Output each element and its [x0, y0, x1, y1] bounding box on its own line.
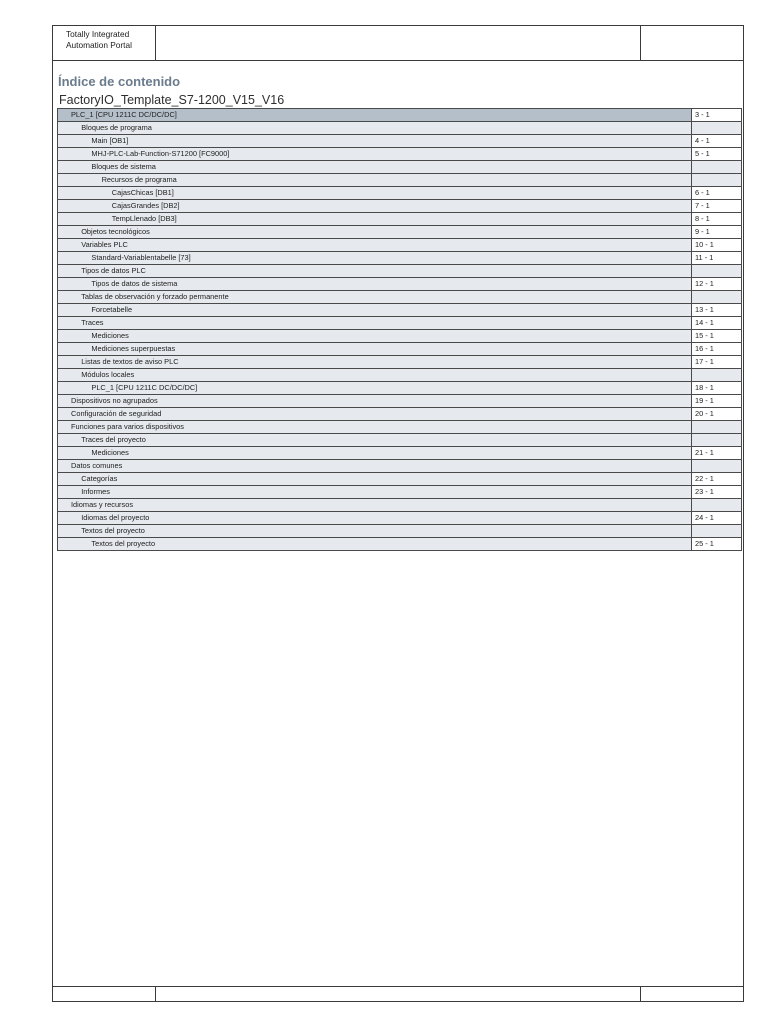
toc-row	[58, 122, 741, 135]
toc-page-number: 12 - 1	[692, 278, 741, 290]
toc-entry-label: PLC_1 [CPU 1211C DC/DC/DC]	[91, 383, 198, 392]
toc-entry-cell	[58, 239, 692, 251]
toc-row	[58, 239, 741, 252]
toc-entry-cell	[58, 213, 692, 225]
toc-entry-cell	[58, 499, 692, 511]
toc-page-number: 4 - 1	[692, 135, 741, 147]
toc-entry-cell	[58, 291, 692, 303]
toc-entry-cell	[58, 343, 692, 355]
toc-entry-label: Mediciones	[91, 448, 129, 457]
toc-page-number: 21 - 1	[692, 447, 741, 459]
toc-row	[58, 330, 741, 343]
toc-page-number	[692, 369, 741, 381]
toc-page-number: 25 - 1	[692, 538, 741, 550]
toc-entry-label: Tablas de observación y forzado permanente	[81, 292, 229, 301]
toc-entry-cell	[58, 187, 692, 199]
toc-row	[58, 460, 741, 473]
toc-page-number: 14 - 1	[692, 317, 741, 329]
toc-entry-cell	[58, 538, 692, 550]
toc-row	[58, 512, 741, 525]
toc-page-number: 9 - 1	[692, 226, 741, 238]
toc-entry-cell	[58, 512, 692, 524]
toc-entry-label: Funciones para varios dispositivos	[71, 422, 184, 431]
toc-entry-label: MHJ-PLC-Lab-Function-S71200 [FC9000]	[91, 149, 230, 158]
toc-entry-label: Forcetabelle	[91, 305, 133, 314]
toc-page-number: 19 - 1	[692, 395, 741, 407]
toc-entry-label: Recursos de programa	[101, 175, 177, 184]
toc-page-number: 5 - 1	[692, 148, 741, 160]
toc-entry-cell	[58, 265, 692, 277]
toc-page-number	[692, 460, 741, 472]
toc-row	[58, 278, 741, 291]
toc-row	[58, 408, 741, 421]
header-right-cell	[641, 26, 743, 60]
toc-page-number: 6 - 1	[692, 187, 741, 199]
toc-row	[58, 200, 741, 213]
toc-entry-cell	[58, 460, 692, 472]
toc-page-number	[692, 265, 741, 277]
toc-row	[58, 447, 741, 460]
toc-row	[58, 525, 741, 538]
toc-entry-label: Bloques de programa	[81, 123, 152, 132]
toc-entry-label: Informes	[81, 487, 110, 496]
toc-page-number: 7 - 1	[692, 200, 741, 212]
toc-row	[58, 187, 741, 200]
toc-entry-label: Módulos locales	[81, 370, 135, 379]
toc-page-number: 16 - 1	[692, 343, 741, 355]
toc-entry-label: Textos del proyecto	[91, 539, 156, 548]
header-product-line-2: Automation Portal	[66, 40, 132, 50]
toc-entry-cell	[58, 122, 692, 134]
toc-entry-label: Configuración de seguridad	[71, 409, 162, 418]
toc-entry-label: Listas de textos de aviso PLC	[81, 357, 179, 366]
toc-row	[58, 499, 741, 512]
toc-row	[58, 213, 741, 226]
header-product-cell	[53, 26, 156, 60]
footer-right-cell	[641, 987, 743, 1002]
toc-entry-cell	[58, 486, 692, 498]
toc-entry-cell	[58, 226, 692, 238]
toc-row	[58, 291, 741, 304]
toc-page-number	[692, 525, 741, 537]
toc-entry-label: PLC_1 [CPU 1211C DC/DC/DC]	[71, 110, 177, 119]
toc-row	[58, 265, 741, 278]
toc-entry-cell	[58, 317, 692, 329]
toc-entry-cell	[58, 434, 692, 446]
toc-page-number: 10 - 1	[692, 239, 741, 251]
toc-entry-cell	[58, 304, 692, 316]
toc-page-number: 24 - 1	[692, 512, 741, 524]
toc-entry-cell	[58, 148, 692, 160]
toc-entry-label: CajasChicas [DB1]	[111, 188, 174, 197]
toc-entry-cell	[58, 200, 692, 212]
toc-entry-cell	[58, 395, 692, 407]
toc-row	[58, 538, 741, 551]
toc-row	[58, 252, 741, 265]
page-footer	[53, 986, 743, 1002]
toc-entry-label: Categorías	[81, 474, 118, 483]
toc-entry-label: Mediciones	[91, 331, 129, 340]
toc-row	[58, 382, 741, 395]
toc-entry-cell	[58, 174, 692, 186]
toc-row	[58, 343, 741, 356]
toc-page-number: 22 - 1	[692, 473, 741, 485]
toc-entry-label: Textos del proyecto	[81, 526, 145, 535]
toc-page-number	[692, 434, 741, 446]
toc-row	[58, 148, 741, 161]
toc-entry-label: CajasGrandes [DB2]	[111, 201, 180, 210]
toc-page-number: 23 - 1	[692, 486, 741, 498]
document-page	[52, 25, 744, 1002]
toc-entry-label: Traces del proyecto	[81, 435, 146, 444]
toc-page-number	[692, 499, 741, 511]
toc-page-number: 15 - 1	[692, 330, 741, 342]
toc-entry-label: Tipos de datos de sistema	[91, 279, 178, 288]
toc-page-number: 18 - 1	[692, 382, 741, 394]
page-title: Índice de contenido	[58, 74, 181, 89]
toc-entry-cell	[58, 421, 692, 433]
page-header	[53, 26, 743, 61]
toc-entry-label: Traces	[81, 318, 104, 327]
toc-entry-cell	[58, 278, 692, 290]
toc-entry-label: Datos comunes	[71, 461, 123, 470]
toc-entry-cell	[58, 330, 692, 342]
toc-page-number: 8 - 1	[692, 213, 741, 225]
project-name: FactoryIO_Template_S7-1200_V15_V16	[59, 93, 285, 107]
toc-page-number: 11 - 1	[692, 252, 741, 264]
toc-row	[58, 226, 741, 239]
toc-page-number	[692, 421, 741, 433]
toc-page-number	[692, 174, 741, 186]
toc-row	[58, 109, 741, 122]
toc-entry-label: Idiomas del proyecto	[81, 513, 150, 522]
toc-row	[58, 395, 741, 408]
toc-row	[58, 473, 741, 486]
toc-row	[58, 421, 741, 434]
toc-entry-cell	[58, 161, 692, 173]
toc-entry-cell	[58, 525, 692, 537]
footer-left-cell	[53, 987, 156, 1002]
toc-page-number: 20 - 1	[692, 408, 741, 420]
header-middle-cell	[156, 26, 641, 60]
toc-row	[58, 174, 741, 187]
toc-page-number	[692, 161, 741, 173]
toc-row	[58, 317, 741, 330]
toc-entry-label: Mediciones superpuestas	[91, 344, 176, 353]
toc-row	[58, 434, 741, 447]
toc-row	[58, 486, 741, 499]
toc-page-number	[692, 122, 741, 134]
toc-entry-cell	[58, 382, 692, 394]
toc-entry-label: Dispositivos no agrupados	[71, 396, 158, 405]
footer-middle-cell	[156, 987, 641, 1002]
toc-entry-label: Standard-Variablentabelle [73]	[91, 253, 191, 262]
toc-row	[58, 369, 741, 382]
toc-entry-cell	[58, 408, 692, 420]
toc-entry-cell	[58, 356, 692, 368]
toc-row	[58, 304, 741, 317]
toc-page-number: 13 - 1	[692, 304, 741, 316]
toc-entry-cell	[58, 252, 692, 264]
toc-entry-label: TempLlenado [DB3]	[111, 214, 177, 223]
toc-entry-cell	[58, 473, 692, 485]
toc-entry-label: Main [OB1]	[91, 136, 129, 145]
toc-entry-cell	[58, 447, 692, 459]
toc-row	[58, 356, 741, 369]
toc-entry-label: Tipos de datos PLC	[81, 266, 146, 275]
toc-entry-cell	[58, 109, 692, 121]
toc-entry-label: Objetos tecnológicos	[81, 227, 150, 236]
toc-entry-cell	[58, 369, 692, 381]
toc-row	[58, 161, 741, 174]
toc-page-number: 17 - 1	[692, 356, 741, 368]
toc-entry-label: Bloques de sistema	[91, 162, 156, 171]
header-product-line-1: Totally Integrated	[66, 29, 130, 39]
toc-page-number	[692, 291, 741, 303]
toc-entry-cell	[58, 135, 692, 147]
toc-page-number: 3 - 1	[692, 109, 741, 121]
toc-row	[58, 135, 741, 148]
toc-entry-label: Idiomas y recursos	[71, 500, 134, 509]
table-of-contents	[57, 108, 742, 551]
toc-entry-label: Variables PLC	[81, 240, 128, 249]
